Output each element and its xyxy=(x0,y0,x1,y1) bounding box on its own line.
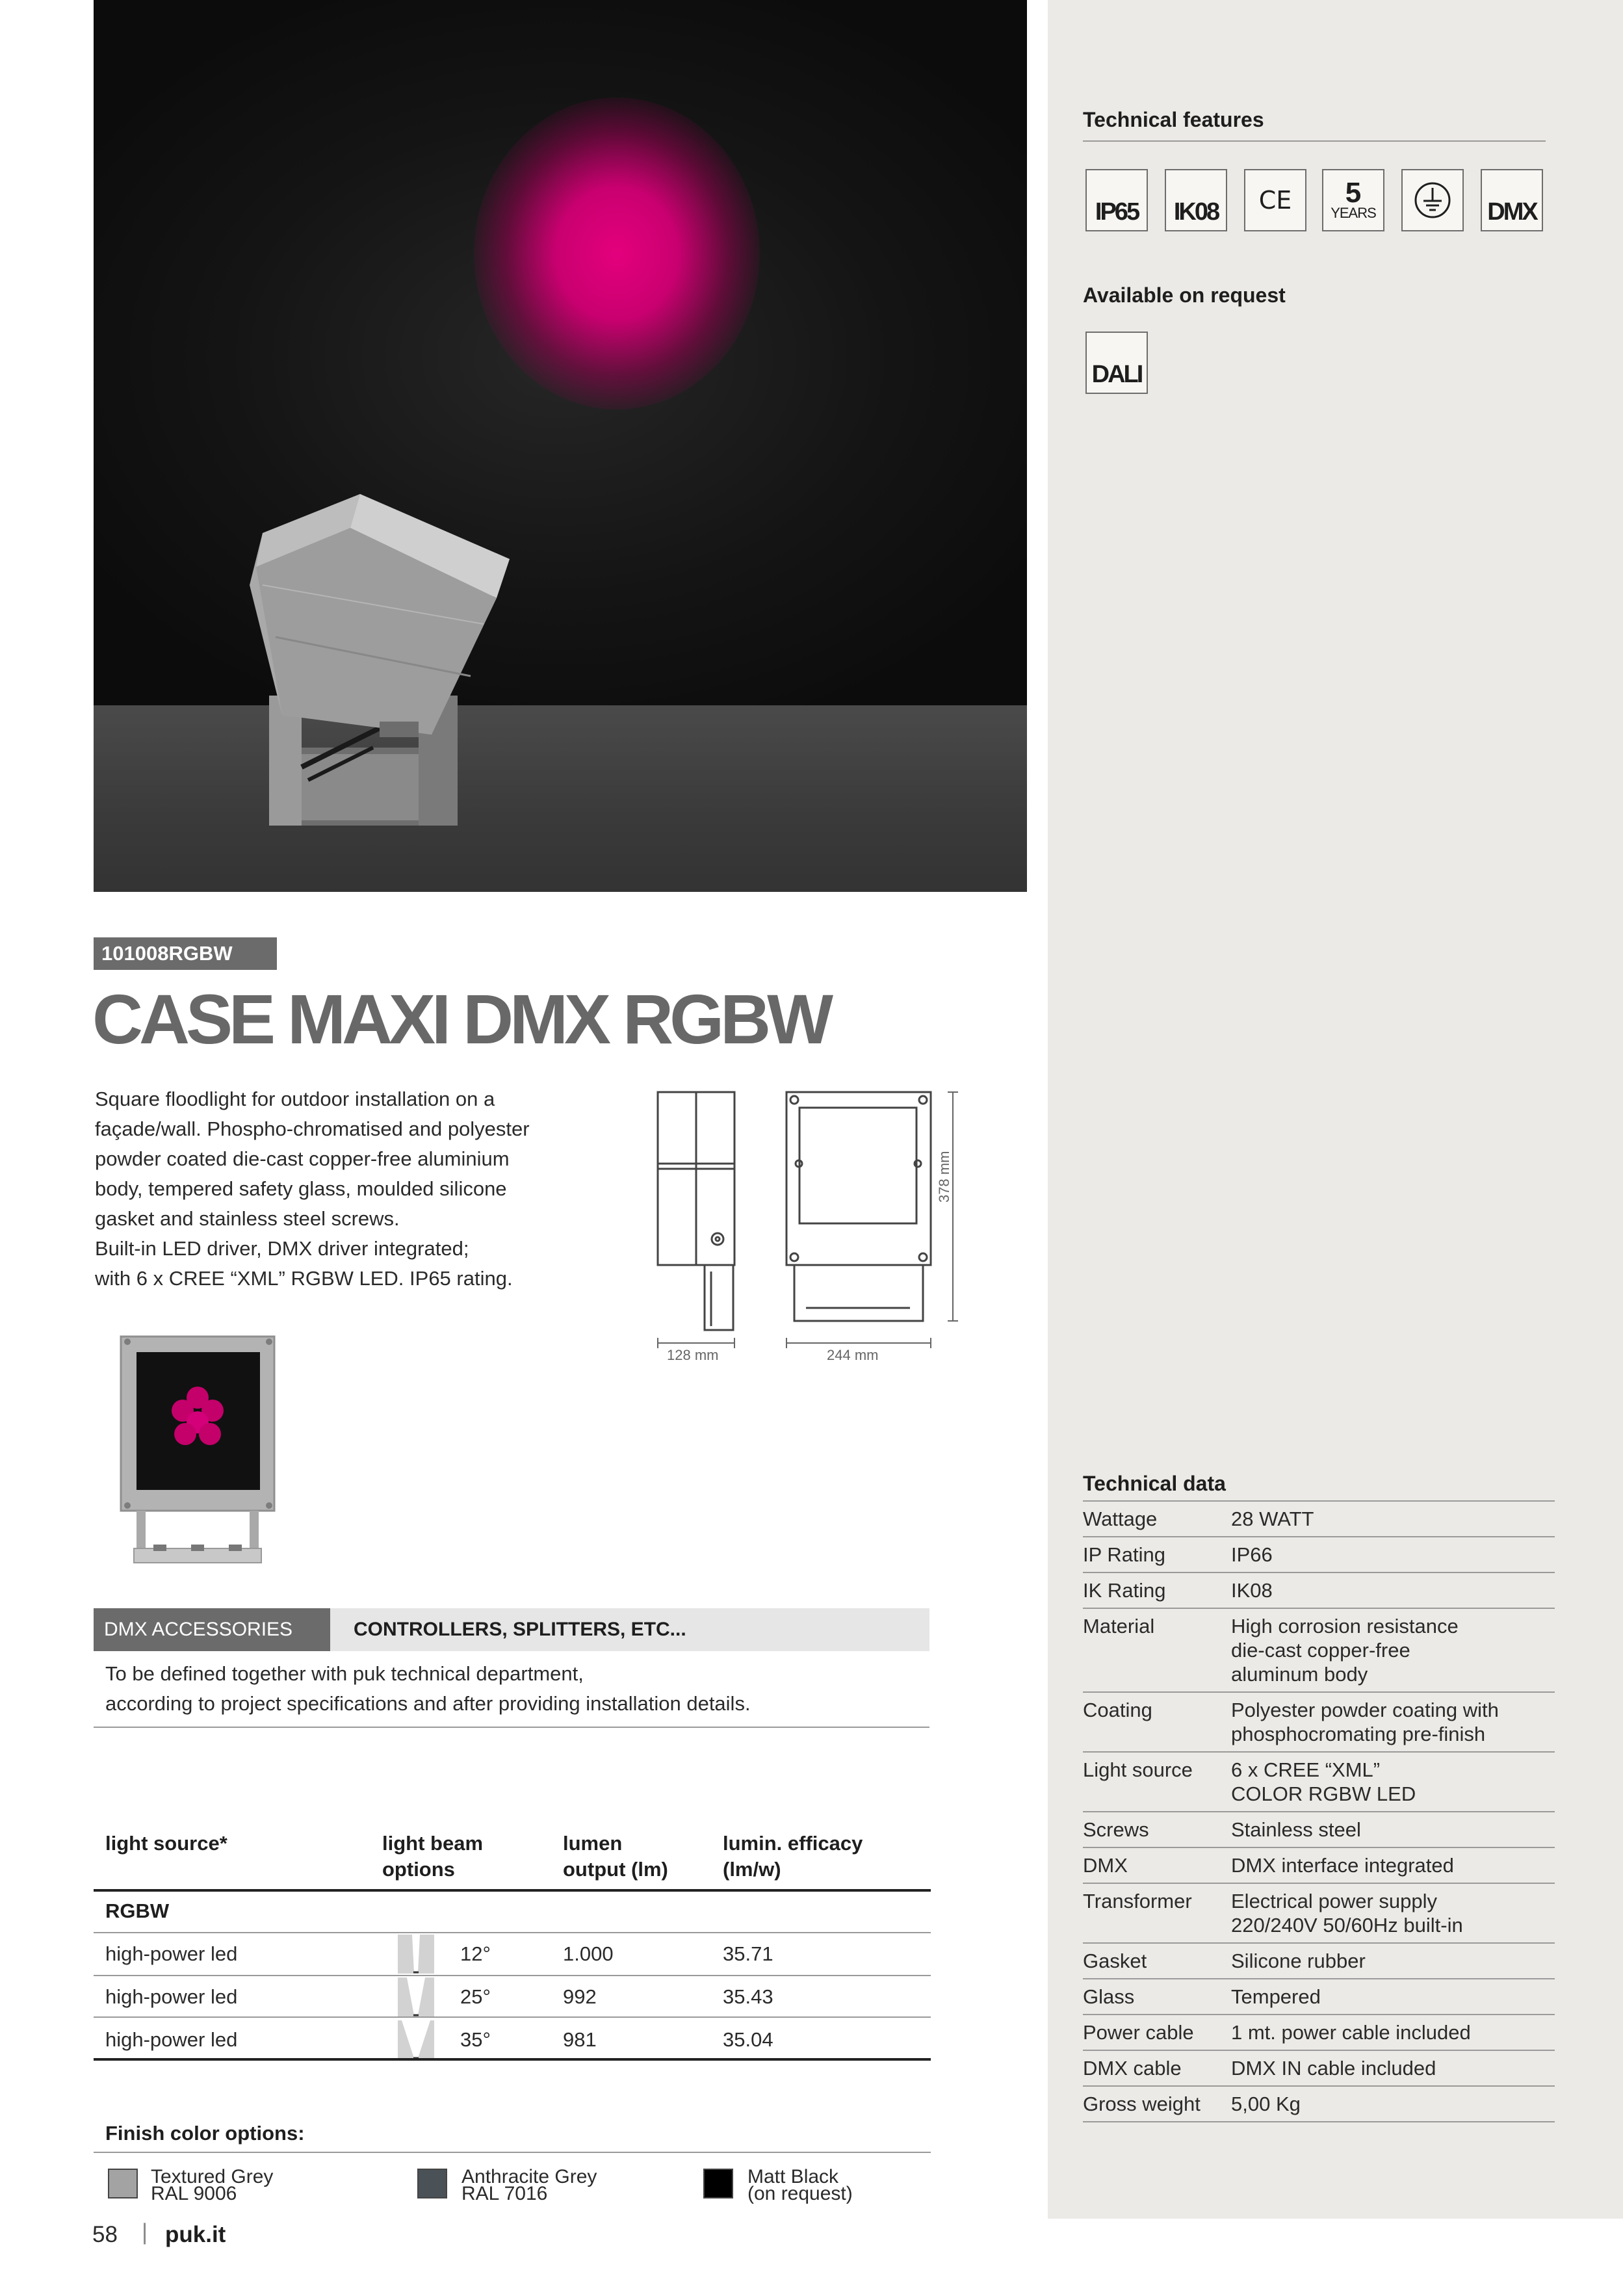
technical-features-title: Technical features xyxy=(1083,108,1264,131)
header-light-beam-line: options xyxy=(382,1858,455,1881)
finish-name: Anthracite Grey xyxy=(461,2166,597,2187)
description-line: Built-in LED driver, DMX driver integrated; xyxy=(95,1237,469,1260)
technical-data-key: Gasket xyxy=(1083,1943,1231,1979)
warranty-badge xyxy=(1322,169,1384,231)
technical-data-title: Technical data xyxy=(1083,1472,1226,1495)
header-efficacy-line: (lm/w) xyxy=(723,1858,781,1881)
technical-data-value: 6 x CREE “XML” COLOR RGBW LED xyxy=(1231,1752,1555,1812)
dali-badge: DALI xyxy=(1085,332,1148,394)
technical-data-key: Gross weight xyxy=(1083,2086,1231,2122)
technical-data-row xyxy=(1083,2086,1555,2122)
available-on-request-title: Available on request xyxy=(1083,283,1286,307)
swatch-textured-grey xyxy=(108,2169,138,2198)
technical-data-row xyxy=(1083,1502,1555,1537)
technical-data-key: Transformer xyxy=(1083,1883,1231,1943)
accessories-bar xyxy=(94,1608,929,1651)
technical-data-value: DMX IN cable included xyxy=(1231,2050,1555,2086)
row-beam-angle: 35° xyxy=(460,2028,491,2051)
description-line: powder coated die-cast copper-free aluminium xyxy=(95,1147,510,1170)
technical-data-row xyxy=(1083,2015,1555,2050)
swatch-anthracite-grey xyxy=(417,2169,447,2198)
header-lumen-line: lumen xyxy=(563,1832,623,1855)
header-luminous-efficacy xyxy=(723,1831,863,1883)
row-light-source: high-power led xyxy=(105,2028,238,2051)
narrow-beam-icon xyxy=(396,1935,435,1974)
divider xyxy=(94,1727,929,1728)
finish-code: RAL 7016 xyxy=(461,2183,548,2204)
product-photo xyxy=(94,0,1027,892)
finish-code: (on request) xyxy=(747,2183,853,2204)
product-description xyxy=(95,1084,654,1294)
row-efficacy: 35.43 xyxy=(723,1985,773,2008)
product-front-photo xyxy=(114,1326,283,1580)
row-efficacy: 35.71 xyxy=(723,1942,773,1965)
technical-data-key: Glass xyxy=(1083,1979,1231,2015)
finish-code: RAL 9006 xyxy=(151,2183,237,2204)
row-lumen-output: 1.000 xyxy=(563,1942,614,1965)
technical-data-row xyxy=(1083,2050,1555,2086)
dmx-accessories-tag: DMX ACCESSORIES xyxy=(94,1608,330,1651)
row-lumen-output: 981 xyxy=(563,2028,597,2051)
medium-beam-icon xyxy=(396,1977,435,2016)
technical-data-value: 5,00 Kg xyxy=(1231,2086,1555,2122)
row-lumen-output: 992 xyxy=(563,1985,597,2008)
group-label-rgbw: RGBW xyxy=(105,1899,170,1922)
product-code-tag: 101008RGBW xyxy=(94,937,277,970)
finish-option-label xyxy=(151,2166,274,2204)
technical-data-row xyxy=(1083,1979,1555,2015)
divider xyxy=(94,2058,931,2061)
ce-mark-badge: CE xyxy=(1244,169,1306,231)
warranty-years-label: YEARS xyxy=(1331,205,1376,221)
technical-data-table xyxy=(1083,1502,1555,2122)
technical-data-value: Tempered xyxy=(1231,1979,1555,2015)
wide-beam-icon xyxy=(396,2020,435,2059)
technical-data-value: IP66 xyxy=(1231,1537,1555,1572)
row-light-source: high-power led xyxy=(105,1985,238,2008)
technical-data-row xyxy=(1083,1812,1555,1847)
width-dimension-label: 244 mm xyxy=(827,1347,879,1363)
technical-data-value: High corrosion resistance die-cast copper-free aluminum body xyxy=(1231,1608,1555,1692)
technical-data-value: Polyester powder coating with phosphocromating pre-finish xyxy=(1231,1692,1555,1752)
accessories-text xyxy=(105,1659,751,1719)
description-line: façade/wall. Phospho-chromatised and polyester xyxy=(95,1117,530,1140)
row-beam-angle: 25° xyxy=(460,1985,491,2008)
header-lumen-output xyxy=(563,1831,668,1883)
divider xyxy=(94,1889,931,1892)
header-light-source: light source* xyxy=(105,1832,227,1855)
technical-data-row xyxy=(1083,1847,1555,1883)
page-number: 58 xyxy=(92,2222,118,2247)
dmx-badge: DMX xyxy=(1481,169,1543,231)
height-dimension-label: 378 mm xyxy=(936,1151,952,1203)
depth-dimension-label: 128 mm xyxy=(667,1347,719,1363)
ip65-badge: IP65 xyxy=(1085,169,1148,231)
swatch-matt-black xyxy=(703,2169,733,2198)
technical-data-value: IK08 xyxy=(1231,1572,1555,1608)
finish-option-label xyxy=(747,2166,853,2204)
header-efficacy-line: lumin. efficacy xyxy=(723,1832,863,1855)
finish-name: Matt Black xyxy=(747,2166,839,2187)
divider xyxy=(94,2152,931,2153)
finish-name: Textured Grey xyxy=(151,2166,274,2187)
finish-option-label xyxy=(461,2166,597,2204)
technical-data-row xyxy=(1083,1692,1555,1752)
footer-separator: | xyxy=(142,2219,148,2245)
technical-data-value: Electrical power supply 220/240V 50/60Hz built-in xyxy=(1231,1883,1555,1943)
technical-data-key: IK Rating xyxy=(1083,1572,1231,1608)
accessories-title: CONTROLLERS, SPLITTERS, ETC... xyxy=(354,1619,686,1640)
dimension-drawing xyxy=(650,1079,988,1365)
finish-title: Finish color options: xyxy=(105,2122,305,2145)
technical-data-key: DMX cable xyxy=(1083,2050,1231,2086)
technical-data-row xyxy=(1083,1943,1555,1979)
floodlight-render xyxy=(94,0,1027,892)
product-title: CASE MAXI DMX RGBW xyxy=(92,980,829,1058)
technical-data-row xyxy=(1083,1537,1555,1572)
technical-data-value: 1 mt. power cable included xyxy=(1231,2015,1555,2050)
technical-data-key: IP Rating xyxy=(1083,1537,1231,1572)
technical-data-key: Light source xyxy=(1083,1752,1231,1812)
technical-data-row xyxy=(1083,1572,1555,1608)
technical-data-row xyxy=(1083,1883,1555,1943)
warranty-years-number: 5 xyxy=(1345,177,1362,209)
technical-data-value: Stainless steel xyxy=(1231,1812,1555,1847)
ik08-badge: IK08 xyxy=(1165,169,1227,231)
row-beam-angle: 12° xyxy=(460,1942,491,1965)
technical-data-key: Power cable xyxy=(1083,2015,1231,2050)
row-light-source: high-power led xyxy=(105,1942,238,1965)
description-line: body, tempered safety glass, moulded silicone xyxy=(95,1177,507,1200)
description-line: Square floodlight for outdoor installation on a xyxy=(95,1088,495,1110)
divider xyxy=(94,1932,931,1933)
divider xyxy=(94,1975,931,1976)
description-line: with 6 x CREE “XML” RGBW LED. IP65 rating. xyxy=(95,1267,513,1290)
header-light-beam xyxy=(382,1831,483,1883)
accessories-text-line: To be defined together with puk technical department, xyxy=(105,1662,584,1685)
technical-data-row xyxy=(1083,1608,1555,1692)
technical-data-key: DMX xyxy=(1083,1847,1231,1883)
header-light-beam-line: light beam xyxy=(382,1832,484,1855)
divider xyxy=(94,2016,931,2018)
row-efficacy: 35.04 xyxy=(723,2028,773,2051)
technical-data-key: Wattage xyxy=(1083,1502,1231,1537)
description-line: gasket and stainless steel screws. xyxy=(95,1207,400,1230)
accessories-text-line: according to project specifications and after providing installation details. xyxy=(105,1692,751,1715)
technical-data-row xyxy=(1083,1752,1555,1812)
website-link[interactable]: puk.it xyxy=(165,2222,226,2247)
technical-data-key: Screws xyxy=(1083,1812,1231,1847)
technical-data-value: 28 WATT xyxy=(1231,1502,1555,1537)
earth-ground-icon xyxy=(1401,169,1464,231)
technical-data-value: DMX interface integrated xyxy=(1231,1847,1555,1883)
technical-data-key: Material xyxy=(1083,1608,1231,1692)
divider xyxy=(1083,140,1546,142)
technical-data-value: Silicone rubber xyxy=(1231,1943,1555,1979)
header-lumen-line: output (lm) xyxy=(563,1858,668,1881)
technical-data-key: Coating xyxy=(1083,1692,1231,1752)
